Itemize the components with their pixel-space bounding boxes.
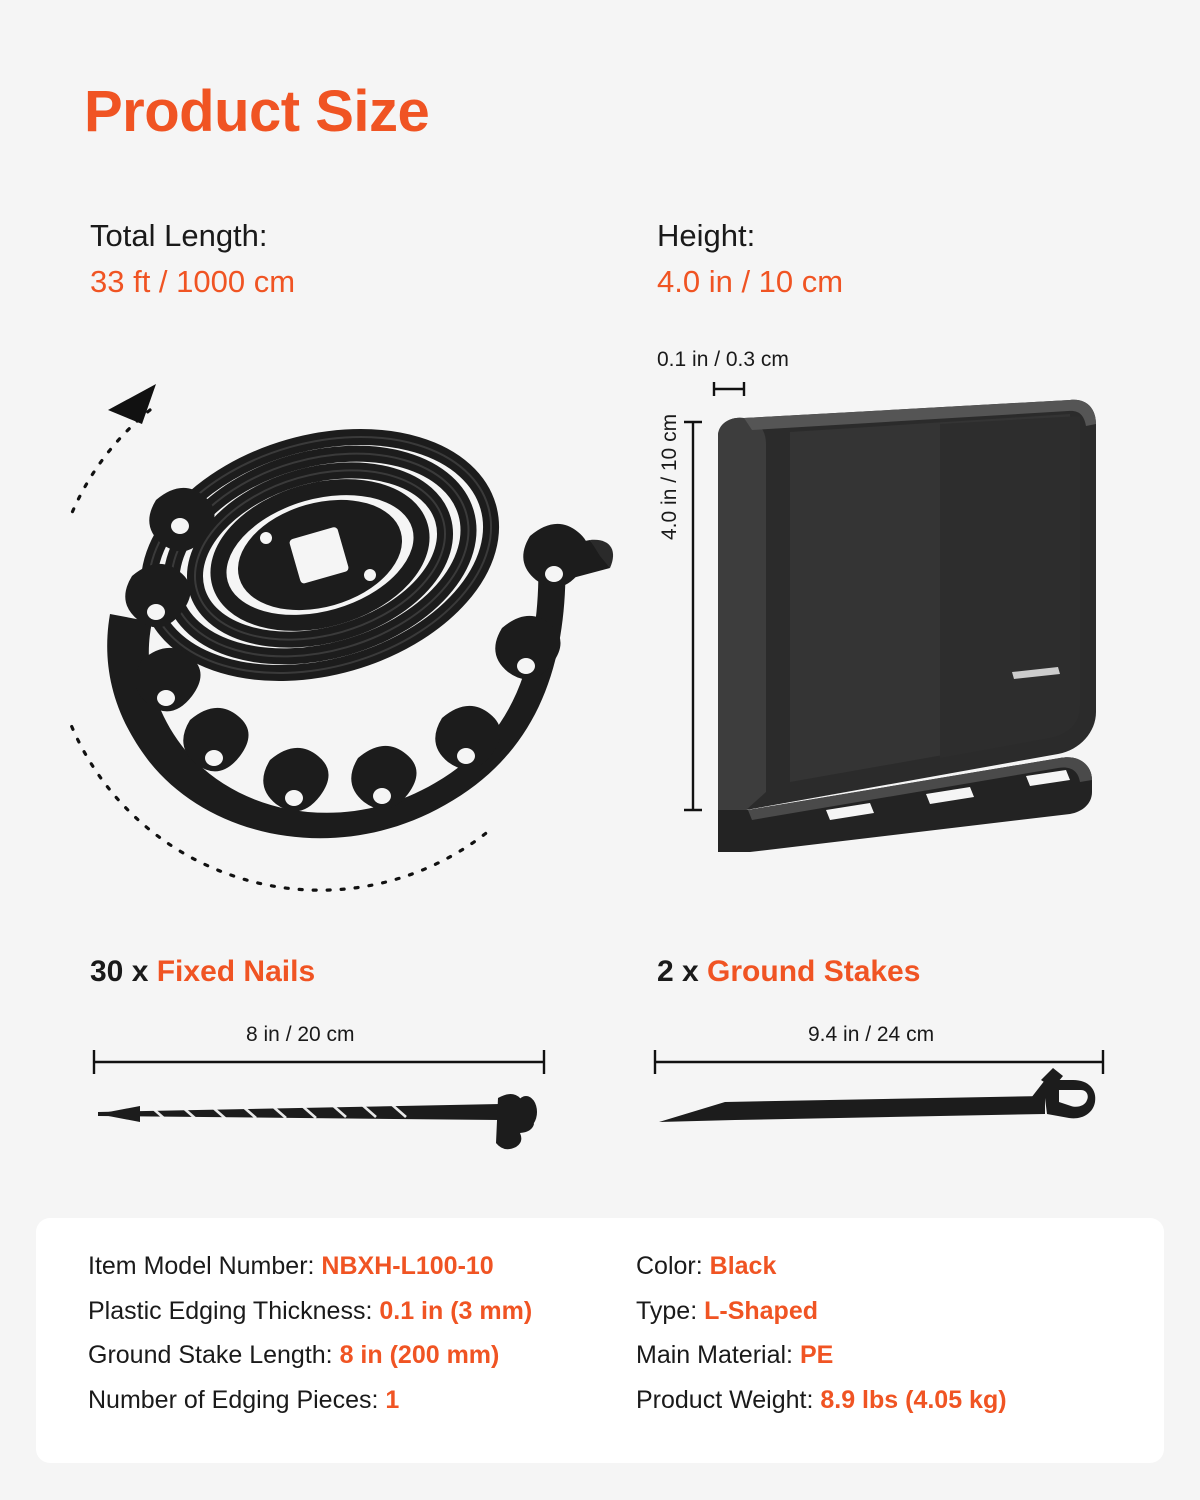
spec-row bbox=[636, 1289, 1156, 1334]
spec-row bbox=[88, 1378, 636, 1423]
spec-key: Item Model Number: bbox=[88, 1252, 315, 1280]
accessory-heading-nails bbox=[90, 955, 315, 989]
accessory-qty-stakes: 2 x bbox=[657, 955, 708, 988]
nail-dimension-label: 8 in / 20 cm bbox=[246, 1023, 355, 1046]
spec-row bbox=[636, 1378, 1156, 1423]
spec-value: 1 bbox=[385, 1385, 400, 1414]
spec-key: Ground Stake Length: bbox=[88, 1341, 333, 1369]
spec-row bbox=[636, 1333, 1156, 1378]
spec-value: L-Shaped bbox=[704, 1296, 819, 1325]
spec-value: 8.9 lbs (4.05 kg) bbox=[820, 1385, 1007, 1414]
height-value: 4.0 in / 10 cm bbox=[657, 263, 844, 299]
spec-height bbox=[657, 215, 843, 303]
spec-value: 8 in (200 mm) bbox=[339, 1341, 500, 1369]
spec-column-right bbox=[636, 1244, 1156, 1422]
spec-key: Plastic Edging Thickness: bbox=[88, 1296, 373, 1325]
page-title: Product Size bbox=[84, 79, 430, 144]
stake-dimension-label: 9.4 in / 24 cm bbox=[808, 1023, 935, 1046]
spec-row bbox=[88, 1244, 636, 1289]
spec-key: Type: bbox=[636, 1296, 698, 1325]
spec-value: PE bbox=[799, 1341, 834, 1369]
specification-card bbox=[36, 1218, 1164, 1463]
spec-key: Main Material: bbox=[636, 1341, 793, 1369]
total-length-value: 33 ft / 1000 cm bbox=[90, 263, 296, 299]
accessory-qty-nails: 30 x bbox=[90, 955, 157, 988]
spec-row bbox=[88, 1333, 636, 1378]
spec-total-length bbox=[90, 215, 295, 303]
height-label: Height: bbox=[657, 218, 756, 253]
edging-roll-illustration bbox=[70, 360, 630, 900]
height-callout-label: 4.0 in / 10 cm bbox=[658, 413, 681, 540]
spec-key: Product Weight: bbox=[636, 1385, 814, 1414]
spec-key: Color: bbox=[636, 1252, 703, 1280]
fixed-nail-illustration bbox=[80, 1040, 560, 1150]
accessory-heading-stakes bbox=[657, 955, 920, 989]
thickness-callout-label: 0.1 in / 0.3 cm bbox=[657, 348, 789, 371]
spec-value: Black bbox=[709, 1252, 777, 1280]
edging-profile-illustration bbox=[640, 340, 1140, 860]
ground-stake-illustration bbox=[645, 1040, 1115, 1150]
spec-column-left bbox=[36, 1244, 636, 1422]
spec-row bbox=[636, 1244, 1156, 1289]
spec-key: Number of Edging Pieces: bbox=[88, 1385, 379, 1414]
spec-value: 0.1 in (3 mm) bbox=[379, 1296, 533, 1325]
spec-value: NBXH-L100-10 bbox=[321, 1252, 494, 1280]
total-length-label: Total Length: bbox=[90, 218, 268, 253]
accessory-name-stakes: Ground Stakes bbox=[707, 955, 921, 988]
spec-row bbox=[88, 1289, 636, 1334]
accessory-name-nails: Fixed Nails bbox=[156, 955, 316, 988]
